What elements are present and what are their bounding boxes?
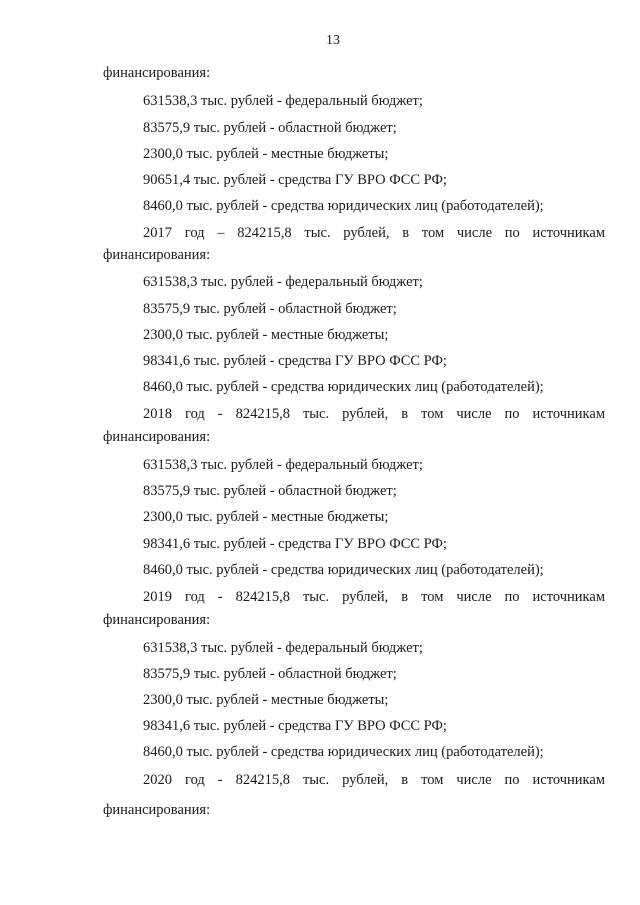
text-line: 2020 год - 824215,8 тыс. рублей, в том числе по источникам <box>143 772 605 788</box>
text-line: 83575,9 тыс. рублей - областной бюджет; <box>143 666 397 682</box>
text-line: финансирования: <box>103 247 211 263</box>
text-line: 631538,3 тыс. рублей - федеральный бюджет; <box>143 93 423 109</box>
text-line: 631538,3 тыс. рублей - федеральный бюджет; <box>143 457 423 473</box>
text-line: 8460,0 тыс. рублей - средства юридических лиц (работодателей); <box>143 562 544 578</box>
text-line: 83575,9 тыс. рублей - областной бюджет; <box>143 120 397 136</box>
text-line: 8460,0 тыс. рублей - средства юридических лиц (работодателей); <box>143 744 544 760</box>
text-line: 83575,9 тыс. рублей - областной бюджет; <box>143 483 397 499</box>
text-line: 98341,6 тыс. рублей - средства ГУ ВРО ФСС РФ; <box>143 353 447 369</box>
text-line: 8460,0 тыс. рублей - средства юридических лиц (работодателей); <box>143 198 544 214</box>
text-line: 2300,0 тыс. рублей - местные бюджеты; <box>143 146 389 162</box>
text-line: 8460,0 тыс. рублей - средства юридических лиц (работодателей); <box>143 379 544 395</box>
text-line: 2300,0 тыс. рублей - местные бюджеты; <box>143 692 389 708</box>
page-number: 13 <box>326 33 340 48</box>
text-line: 83575,9 тыс. рублей - областной бюджет; <box>143 301 397 317</box>
text-line: 2018 год - 824215,8 тыс. рублей, в том числе по источникам <box>143 406 605 422</box>
text-line: финансирования: <box>103 65 211 81</box>
text-line: 631538,3 тыс. рублей - федеральный бюджет; <box>143 640 423 656</box>
text-line: финансирования: <box>103 429 211 445</box>
text-line: 2019 год - 824215,8 тыс. рублей, в том числе по источникам <box>143 589 605 605</box>
text-line: 90651,4 тыс. рублей - средства ГУ ВРО ФСС РФ; <box>143 172 447 188</box>
text-line: 98341,6 тыс. рублей - средства ГУ ВРО ФСС РФ; <box>143 536 447 552</box>
text-line: 98341,6 тыс. рублей - средства ГУ ВРО ФСС РФ; <box>143 718 447 734</box>
text-line: финансирования: <box>103 802 211 818</box>
text-line: финансирования: <box>103 612 211 628</box>
text-line: 2300,0 тыс. рублей - местные бюджеты; <box>143 509 389 525</box>
text-line: 2300,0 тыс. рублей - местные бюджеты; <box>143 327 389 343</box>
text-line: 631538,3 тыс. рублей - федеральный бюджет; <box>143 274 423 290</box>
text-line: 2017 год – 824215,8 тыс. рублей, в том числе по источникам <box>143 225 605 241</box>
